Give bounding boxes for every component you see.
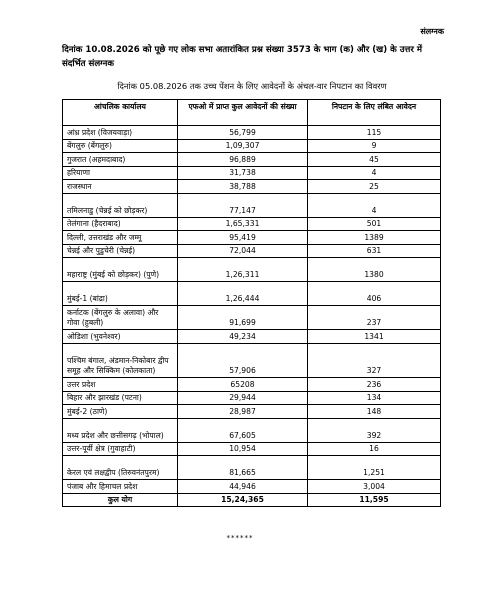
cell-received: 1,26,311 [178,258,308,282]
cell-pending: 392 [308,418,441,442]
pension-applications-table [62,99,441,507]
cell-received: 57,906 [178,343,308,378]
total-pending: 11,595 [308,493,441,507]
cell-received: 72,044 [178,244,308,258]
table-row [63,139,441,153]
table-row [63,193,441,217]
cell-pending: 631 [308,244,441,258]
table-row [63,126,441,140]
cell-office: उत्तर-पूर्वी क्षेत्र (गुवाहाटी) [63,442,178,456]
cell-office: बिहार और झारखंड (पटना) [63,391,178,405]
cell-pending: 4 [308,166,441,180]
cell-office: ओडिशा (भुवनेश्वर) [63,330,178,344]
cell-pending: 4 [308,193,441,217]
cell-pending: 501 [308,217,441,231]
table-row [63,330,441,344]
cell-received: 77,147 [178,193,308,217]
table-total-row [63,493,441,507]
cell-pending: 45 [308,153,441,167]
cell-pending: 1341 [308,330,441,344]
cell-received: 29,944 [178,391,308,405]
cell-pending: 3,004 [308,480,441,494]
cell-received: 44,946 [178,480,308,494]
cell-office: तेलंगाना (हैदराबाद) [63,217,178,231]
cell-pending: 134 [308,391,441,405]
cell-received: 28,987 [178,405,308,419]
header-pending: निपटान के लिए लंबित आवेदन [308,100,441,126]
cell-received: 56,799 [178,126,308,140]
table-row [63,405,441,419]
total-label: कुल योग [63,493,178,507]
document-heading: दिनांक 10.08.2026 को पूछे गए लोक सभा अतारांकित प्रश्न संख्या 3573 के भाग (क) और (ख) के उत्तर में संदर्भित संलग्नक [62,45,422,69]
table-row [63,442,441,456]
table-row [63,418,441,442]
table-row [63,231,441,245]
cell-office: तमिलनाडु (चेन्नई को छोड़कर) [63,193,178,217]
cell-received: 91,699 [178,306,308,330]
cell-office: पश्चिम बंगाल, अंडमान-निकोबार द्वीप समूह और सिक्किम (कोलकाता) [63,343,178,378]
cell-received: 96,889 [178,153,308,167]
cell-pending: 236 [308,378,441,392]
table-row [63,378,441,392]
cell-office: मध्य प्रदेश और छत्तीसगढ़ (भोपाल) [63,418,178,442]
cell-office: मुंबई-1 (बांद्रा) [63,282,178,306]
document-subheading: दिनांक 05.08.2026 तक उच्च पेंशन के लिए आवेदनों के अंचल-वार निपटान का विवरण [117,81,387,91]
table-header-row [63,100,441,126]
cell-office: बेंगलुरु (बेंगलुरु) [63,139,178,153]
header-received: एफओ में प्राप्त कुल आवेदनों की संख्या [178,100,308,126]
table-row [63,343,441,378]
cell-pending: 9 [308,139,441,153]
table-row [63,456,441,480]
cell-received: 67,605 [178,418,308,442]
cell-received: 1,65,331 [178,217,308,231]
cell-pending: 115 [308,126,441,140]
table-body [63,126,441,507]
table-row [63,244,441,258]
cell-pending: 327 [308,343,441,378]
cell-pending: 1,251 [308,456,441,480]
cell-office: उत्तर प्रदेश [63,378,178,392]
cell-office: मुंबई-2 (ठाणे) [63,405,178,419]
cell-pending: 148 [308,405,441,419]
annex-label: संलग्नक [420,27,444,36]
cell-office: केरल एवं लक्षद्वीप (तिरुवनंतपुरम) [63,456,178,480]
table-row [63,258,441,282]
cell-office: दिल्ली, उत्तराखंड और जम्मू [63,231,178,245]
table-row [63,306,441,330]
table-row [63,282,441,306]
cell-office: पंजाब और हिमाचल प्रदेश [63,480,178,494]
cell-received: 95,419 [178,231,308,245]
total-received: 15,24,365 [178,493,308,507]
cell-office: गुजरात (अहमदाबाद) [63,153,178,167]
table-row [63,166,441,180]
cell-office: चेन्नई और पुडुचेरी (चेन्नई) [63,244,178,258]
cell-office: आंध्र प्रदेश (विजयवाड़ा) [63,126,178,140]
cell-office: राजस्थान [63,180,178,194]
cell-pending: 1380 [308,258,441,282]
cell-pending: 406 [308,282,441,306]
table-row [63,480,441,494]
cell-office: हरियाणा [63,166,178,180]
table-row [63,391,441,405]
cell-received: 38,788 [178,180,308,194]
end-mark: ****** [226,534,254,542]
cell-received: 1,09,307 [178,139,308,153]
cell-received: 49,234 [178,330,308,344]
cell-pending: 1389 [308,231,441,245]
cell-pending: 25 [308,180,441,194]
cell-pending: 16 [308,442,441,456]
cell-received: 10,954 [178,442,308,456]
table-row [63,217,441,231]
table-row [63,153,441,167]
cell-office: कर्नाटक (बेंगलुरु के अलावा) और गोवा (हुबली) [63,306,178,330]
cell-office: महाराष्ट्र (मुंबई को छोड़कर) (पुणे) [63,258,178,282]
header-office: आंचलिक कार्यालय [63,100,178,126]
cell-received: 1,26,444 [178,282,308,306]
cell-pending: 237 [308,306,441,330]
cell-received: 81,665 [178,456,308,480]
table-row [63,180,441,194]
cell-received: 65208 [178,378,308,392]
cell-received: 31,738 [178,166,308,180]
